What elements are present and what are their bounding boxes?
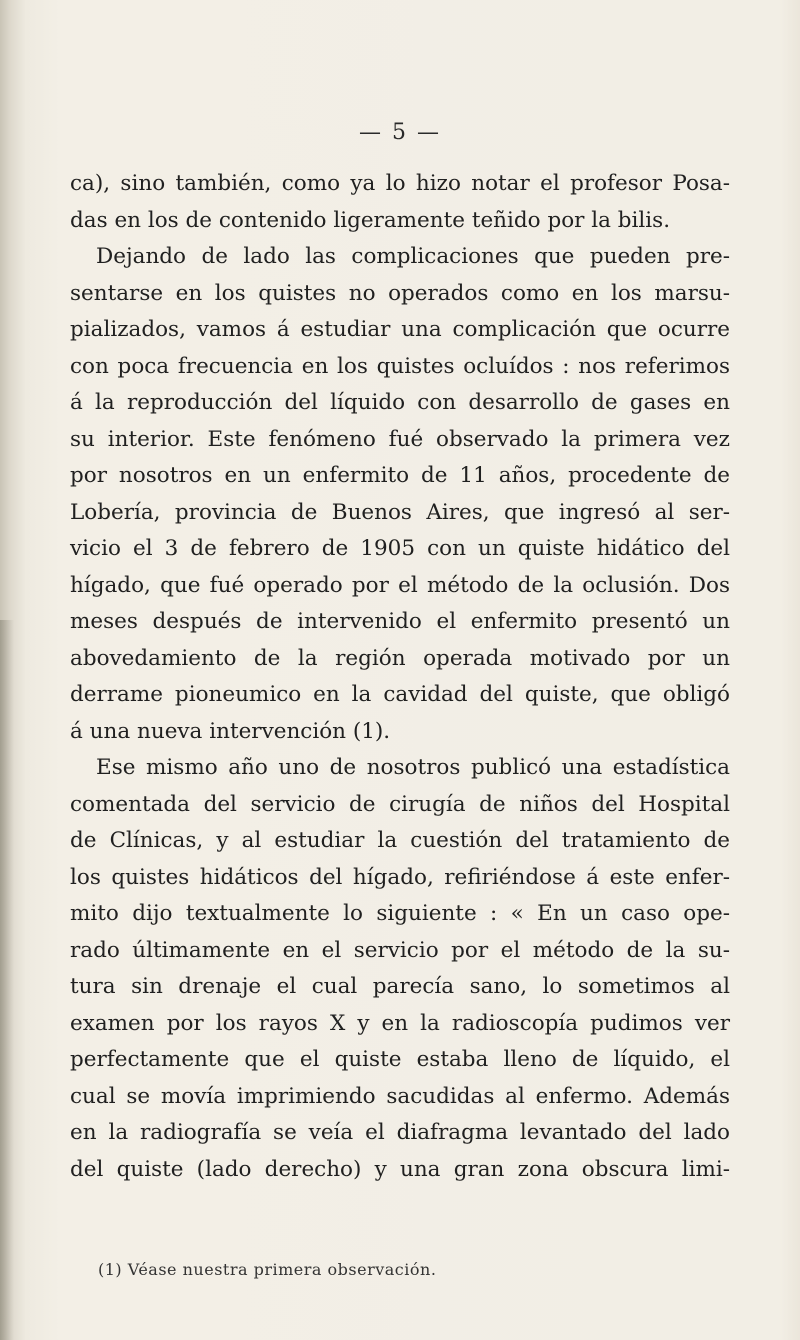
text-line: examen por los rayos X y en la radioscopía pudimos ver xyxy=(70,1010,730,1036)
text-line: hígado, que fué operado por el método de la oclusión. Dos xyxy=(70,572,730,598)
text-line: á la reproducción del líquido con desarrollo de gases en xyxy=(70,390,730,415)
page-number: — 5 — xyxy=(359,120,441,145)
text-line: tura sin drenaje el cual parecía sano, lo sometimos al xyxy=(70,974,730,999)
text-line: rado últimamente en el servicio por el método de la su- xyxy=(70,937,730,963)
text-line: á una nueva intervención (1). xyxy=(70,718,391,744)
text-line: ca), sino también, como ya lo hizo notar el profesor Posa- xyxy=(70,171,730,196)
text-line: Ese mismo año uno de nosotros publicó una estadística xyxy=(96,755,730,780)
text-line: derrame pioneumico en la cavidad del quiste, que obligó xyxy=(70,682,730,707)
text-line: su interior. Este fenómeno fué observado la primera vez xyxy=(70,426,730,452)
text-line: cual se movía imprimiendo sacudidas al enfermo. Además xyxy=(70,1083,730,1109)
text-line: Dejando de lado las complicaciones que pueden pre- xyxy=(96,244,730,269)
text-line: das en los de contenido ligeramente teñido por la bilis. xyxy=(70,207,671,233)
body-text xyxy=(70,166,730,1188)
text-line: de Clínicas, y al estudiar la cuestión del tratamiento de xyxy=(70,828,730,853)
text-line: en la radiografía se veía el diafragma levantado del lado xyxy=(70,1120,730,1145)
text-line: comentada del servicio de cirugía de niños del Hospital xyxy=(70,791,730,817)
text-line: pializados, vamos á estudiar una complicación que ocurre xyxy=(70,317,730,342)
text-line: abovedamiento de la región operada motivado por un xyxy=(70,645,730,671)
text-line: mito dijo textualmente lo siguiente : « En un caso ope- xyxy=(70,901,730,926)
text-line: con poca frecuencia en los quistes ocluídos : nos referimos xyxy=(70,353,730,379)
text-line: por nosotros en un enfermito de 11 años, procedente de xyxy=(70,463,730,488)
text-line: los quistes hidáticos del hígado, refiriéndose á este enfer- xyxy=(70,864,730,890)
text-line: sentarse en los quistes no operados como en los marsu- xyxy=(70,280,730,306)
text-line: perfectamente que el quiste estaba lleno de líquido, el xyxy=(70,1047,730,1072)
text-line: del quiste (lado derecho) y una gran zona obscura limi- xyxy=(70,1156,730,1182)
footnote: (1) Véase nuestra primera observación. xyxy=(98,1260,437,1279)
text-line: meses después de intervenido el enfermito presentó un xyxy=(70,609,730,634)
text-line: vicio el 3 de febrero de 1905 con un quiste hidático del xyxy=(70,536,730,561)
page-binding-shadow xyxy=(0,620,14,1340)
text-line: Lobería, provincia de Buenos Aires, que ingresó al ser- xyxy=(70,499,730,525)
